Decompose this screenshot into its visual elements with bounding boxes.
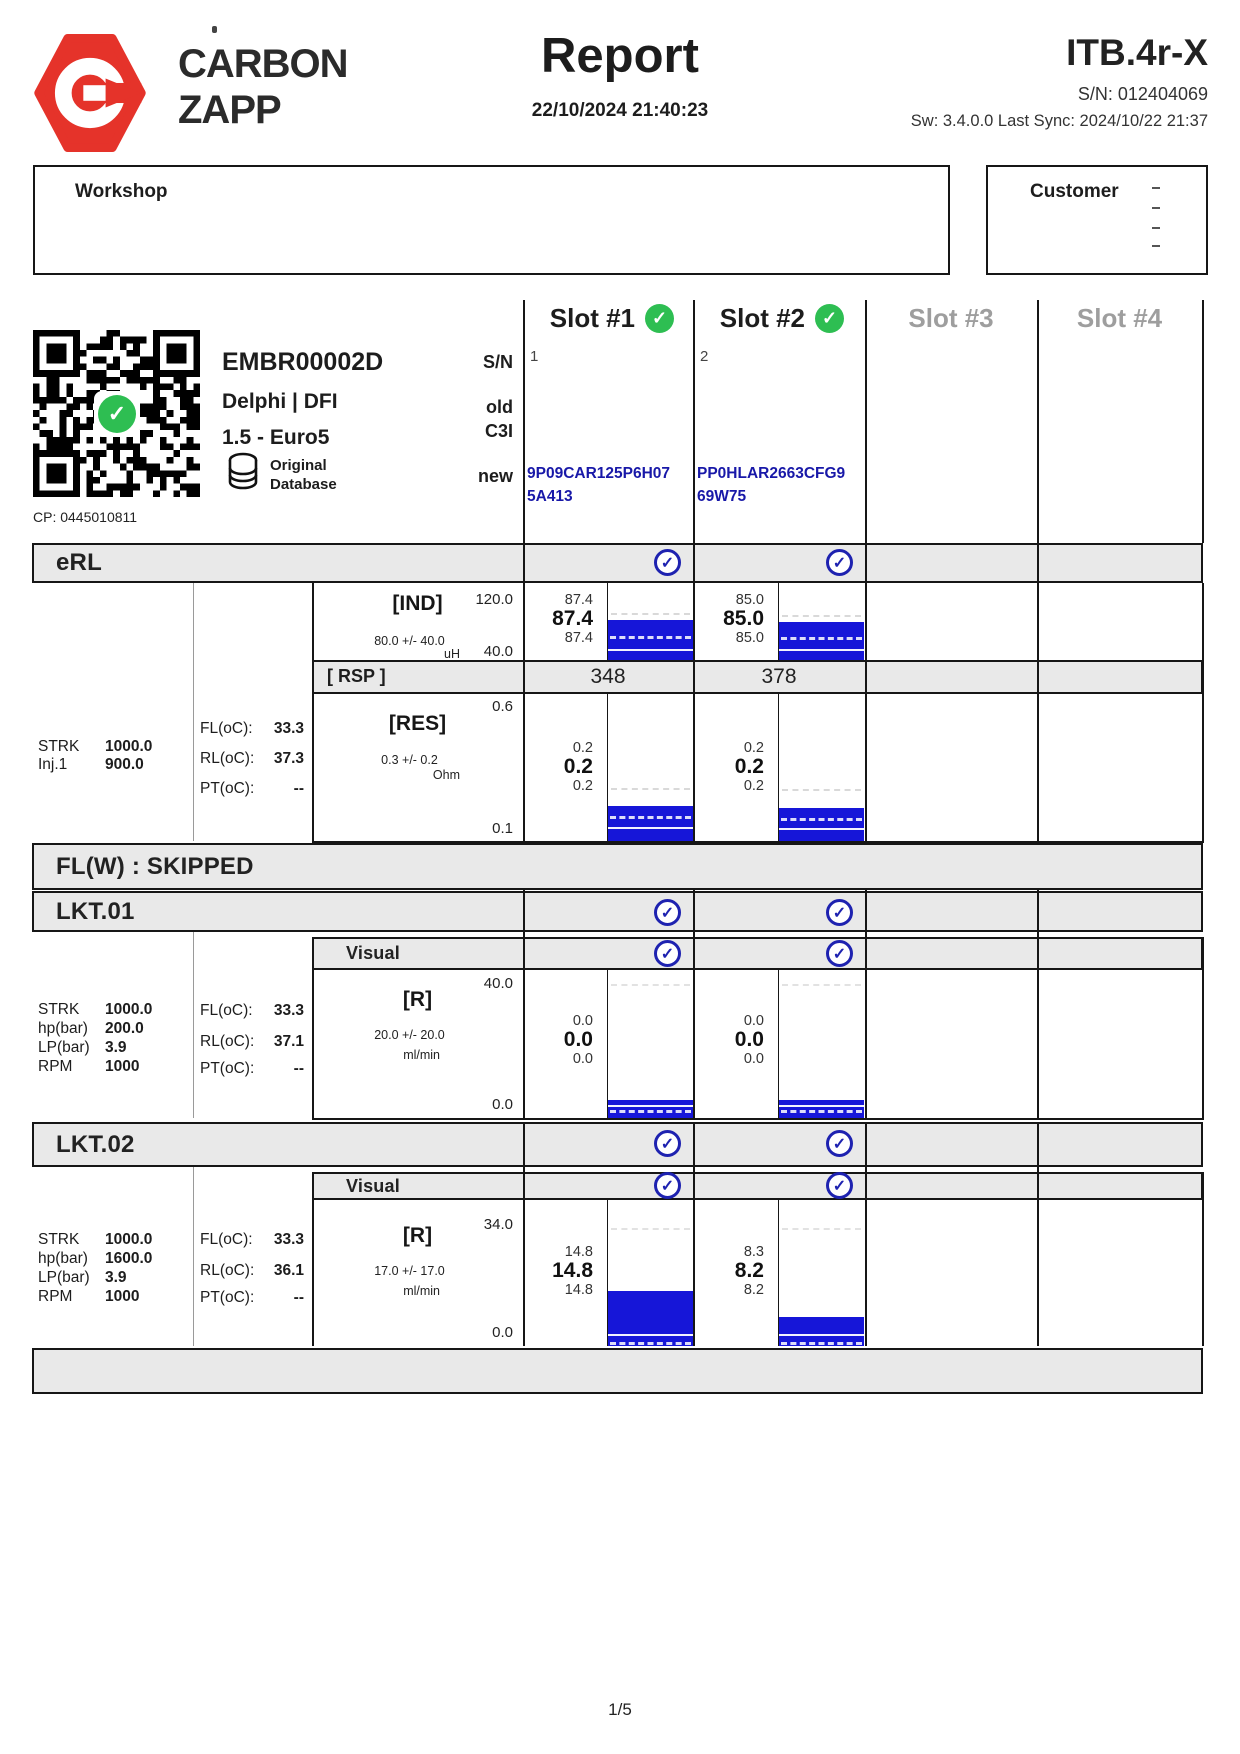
lkt02-slot1-bar [608, 1200, 693, 1346]
lkt01-slot1-bar [608, 970, 693, 1118]
rsp-slot1-value: 348 [590, 665, 626, 688]
lkt02-visual-band [312, 1172, 1203, 1200]
erl-pt-label: PT(oC): [200, 780, 255, 797]
grid-line [1202, 1172, 1204, 1346]
lkt01-title: LKT.01 [56, 897, 135, 925]
lkt02-r-test-name: [R] [402, 1224, 433, 1247]
lkt02-slot1-values: 14.8 14.8 14.8 [552, 1244, 593, 1299]
grid-line [193, 932, 194, 1118]
erl-inj-value: 900.0 [105, 756, 144, 773]
erl-strk-value: 1000.0 [105, 738, 153, 755]
lkt02-rpm-value: 1000 [105, 1288, 140, 1305]
lkt02-hp-label: hp(bar) [38, 1250, 88, 1267]
bottom-empty-band [32, 1348, 1203, 1394]
page-number: 1/5 [608, 1700, 632, 1719]
lkt01-lp-label: LP(bar) [38, 1039, 90, 1056]
lkt02-slot2-bar [779, 1200, 864, 1346]
print-speck [212, 26, 217, 33]
ind-test-name: [IND] [392, 592, 443, 615]
res-unit: Ohm [432, 768, 460, 782]
slot4-title: Slot #4 [1076, 303, 1163, 333]
lkt01-fl-label: FL(oC): [200, 1002, 253, 1019]
ind-tolerance: 80.0 +/- 40.0 [374, 634, 445, 648]
grid-line [523, 890, 525, 1120]
grid-line [865, 543, 867, 843]
lkt01-lp-value: 3.9 [105, 1039, 127, 1056]
slot2-number: 2 [700, 348, 709, 365]
res-slot2-bar [779, 694, 864, 841]
erl-rl-value: 37.3 [273, 750, 304, 767]
page-title: Report [541, 29, 699, 83]
lkt02-r-unit: ml/min [403, 1284, 440, 1298]
report-datetime: 22/10/2024 21:40:23 [531, 100, 709, 121]
grid-line [1202, 583, 1204, 843]
slot1-new-code: 9P09CAR125P6H07 5A413 [527, 465, 671, 505]
lkt02-visual-slot1-pass-icon: ✓ [654, 1172, 681, 1199]
lkt01-visual-label: Visual [346, 943, 400, 963]
workshop-label: Workshop [75, 181, 168, 202]
ind-slot2-bar [779, 583, 864, 660]
db-label-line1: Original [270, 457, 327, 474]
slot1-number: 1 [530, 348, 539, 365]
row-label-new: new [477, 466, 513, 486]
lkt01-fl-value: 33.3 [273, 1002, 304, 1019]
lkt01-rpm-value: 1000 [105, 1058, 140, 1075]
lkt02-pt-label: PT(oC): [200, 1289, 255, 1306]
ind-scale-top: 120.0 [475, 591, 513, 608]
erl-slot2-pass-icon: ✓ [826, 549, 853, 576]
lkt02-lp-label: LP(bar) [38, 1269, 90, 1286]
lkt01-pt-label: PT(oC): [200, 1060, 255, 1077]
lkt02-slot2-pass-icon: ✓ [826, 1130, 853, 1157]
brand-line1: CARBON [178, 42, 348, 86]
grid-line [1202, 300, 1204, 543]
grid-line [693, 890, 695, 1120]
lkt01-visual-band [312, 937, 1203, 970]
lkt02-rl-value: 36.1 [273, 1262, 304, 1279]
unit-cp: CP: 0445010811 [33, 509, 138, 525]
lkt01-slot2-bar [779, 970, 864, 1118]
ind-slot1-values: 87.4 87.4 87.4 [552, 592, 593, 647]
lkt02-rl-label: RL(oC): [200, 1262, 255, 1279]
flw-title: FL(W) : SKIPPED [56, 852, 254, 880]
lkt02-slot2-values: 8.3 8.2 8.2 [734, 1244, 764, 1299]
grid-line [1202, 937, 1204, 1120]
lkt02-rpm-label: RPM [38, 1288, 73, 1305]
erl-section-header [32, 543, 1203, 583]
lkt02-strk-value: 1000.0 [105, 1231, 153, 1248]
flw-section-header [32, 843, 1203, 890]
lkt01-r-test-name: [R] [402, 988, 433, 1011]
erl-strk-label: STRK [38, 738, 80, 755]
slot2-title: Slot #2 [719, 303, 805, 333]
erl-inj-label: Inj.1 [38, 756, 68, 773]
res-slot2-values: 0.2 0.2 0.2 [734, 740, 764, 795]
lkt02-visual-slot2-pass-icon: ✓ [826, 1172, 853, 1199]
lkt01-slot1-pass-icon: ✓ [654, 899, 681, 926]
lkt01-r-unit: ml/min [403, 1048, 440, 1062]
lkt02-fl-label: FL(oC): [200, 1231, 253, 1248]
device-serial: S/N: 012404069 [1077, 84, 1208, 104]
erl-fl-value: 33.3 [273, 720, 304, 737]
customer-empty-line [1152, 207, 1160, 209]
grid-line [1037, 890, 1039, 1120]
erl-title: eRL [56, 549, 102, 576]
lkt01-r-tolerance: 20.0 +/- 20.0 [374, 1028, 445, 1042]
lkt01-rl-value: 37.1 [273, 1033, 304, 1050]
grid-line [523, 543, 525, 843]
rsp-test-name: [ RSP ] [327, 666, 386, 686]
grid-line [865, 300, 867, 543]
row-label-sn: S/N [482, 352, 513, 372]
lkt02-r-tolerance: 17.0 +/- 17.0 [374, 1264, 445, 1278]
device-name: ITB.4r-X [1066, 32, 1208, 73]
customer-label: Customer [1030, 181, 1119, 202]
lkt01-visual-slot2-pass-icon: ✓ [826, 940, 853, 967]
erl-pt-value: -- [293, 780, 304, 797]
res-scale-bottom: 0.1 [492, 820, 513, 837]
ind-slot1-bar [608, 583, 693, 660]
grid-line [865, 1122, 867, 1346]
lkt02-pt-value: -- [293, 1289, 304, 1306]
brand-line2: ZAPP [178, 88, 281, 132]
lkt01-scale-bottom: 0.0 [492, 1096, 513, 1113]
lkt01-scale-top: 40.0 [483, 975, 513, 992]
lkt02-strk-label: STRK [38, 1231, 80, 1248]
customer-empty-line [1152, 227, 1160, 229]
ind-slot2-values: 85.0 85.0 85.0 [723, 592, 764, 647]
slot2-pass-icon: ✓ [815, 304, 844, 333]
lkt01-section-header [32, 891, 1203, 932]
unit-euro: 1.5 - Euro5 [222, 426, 330, 449]
erl-rl-label: RL(oC): [200, 750, 255, 767]
customer-box [986, 165, 1208, 275]
grid-line [523, 1122, 525, 1346]
grid-line [312, 1118, 1203, 1120]
res-tolerance: 0.3 +/- 0.2 [381, 753, 438, 767]
db-label-line2: Database [270, 476, 337, 493]
lkt02-hp-value: 1600.0 [105, 1250, 153, 1267]
grid-line [193, 583, 194, 841]
carbonzapp-logo-icon [34, 34, 146, 152]
lkt01-hp-label: hp(bar) [38, 1020, 88, 1037]
slot1-title: Slot #1 [549, 303, 635, 333]
grid-line [1037, 543, 1039, 843]
lkt02-scale-bottom: 0.0 [492, 1324, 513, 1341]
grid-line [865, 890, 867, 1120]
slot3-title: Slot #3 [908, 303, 994, 333]
erl-fl-label: FL(oC): [200, 720, 253, 737]
row-label-c3i: C3I [484, 421, 513, 441]
lkt02-scale-top: 34.0 [483, 1216, 513, 1233]
res-slot1-bar [608, 694, 693, 841]
grid-line [693, 543, 695, 843]
lkt01-slot2-values: 0.0 0.0 0.0 [734, 1013, 764, 1068]
customer-empty-line [1152, 187, 1160, 189]
grid-line [312, 1172, 314, 1346]
grid-line [523, 300, 525, 543]
lkt01-pt-value: -- [293, 1060, 304, 1077]
lkt01-rl-label: RL(oC): [200, 1033, 255, 1050]
slot1-pass-icon: ✓ [645, 304, 674, 333]
lkt01-slot1-values: 0.0 0.0 0.0 [563, 1013, 593, 1068]
lkt01-visual-slot1-pass-icon: ✓ [654, 940, 681, 967]
lkt02-lp-value: 3.9 [105, 1269, 127, 1286]
device-sync: Sw: 3.4.0.0 Last Sync: 2024/10/22 21:37 [910, 112, 1208, 130]
lkt01-hp-value: 200.0 [105, 1020, 144, 1037]
unit-code: EMBR00002D [222, 348, 384, 376]
grid-line [1037, 300, 1039, 543]
grid-line [1037, 1122, 1039, 1346]
erl-slot1-pass-icon: ✓ [654, 549, 681, 576]
lkt01-strk-label: STRK [38, 1001, 80, 1018]
lkt01-slot2-pass-icon: ✓ [826, 899, 853, 926]
lkt02-slot1-pass-icon: ✓ [654, 1130, 681, 1157]
lkt01-rpm-label: RPM [38, 1058, 73, 1075]
ind-scale-bottom: 40.0 [483, 643, 513, 660]
slot2-new-code: PP0HLAR2663CFG9 69W75 [697, 465, 846, 505]
grid-line [193, 1167, 194, 1346]
row-label-old: old [486, 397, 513, 417]
lkt02-title: LKT.02 [56, 1130, 135, 1158]
qr-code [33, 330, 200, 497]
grid-line [693, 300, 695, 543]
database-icon [226, 452, 260, 492]
qr-verified-icon: ✓ [98, 395, 136, 433]
lkt02-visual-label: Visual [346, 1175, 400, 1196]
lkt02-fl-value: 33.3 [273, 1231, 304, 1248]
res-slot1-values: 0.2 0.2 0.2 [563, 740, 593, 795]
res-test-name: [RES] [388, 712, 447, 735]
workshop-box [33, 165, 950, 275]
res-scale-top: 0.6 [492, 698, 513, 715]
grid-line [693, 1122, 695, 1346]
lkt01-strk-value: 1000.0 [105, 1001, 153, 1018]
rsp-slot2-value: 378 [761, 665, 797, 688]
ind-unit: uH [444, 647, 460, 661]
customer-empty-line [1152, 245, 1160, 247]
lkt02-section-header [32, 1122, 1203, 1167]
unit-family: Delphi | DFI [222, 390, 338, 413]
